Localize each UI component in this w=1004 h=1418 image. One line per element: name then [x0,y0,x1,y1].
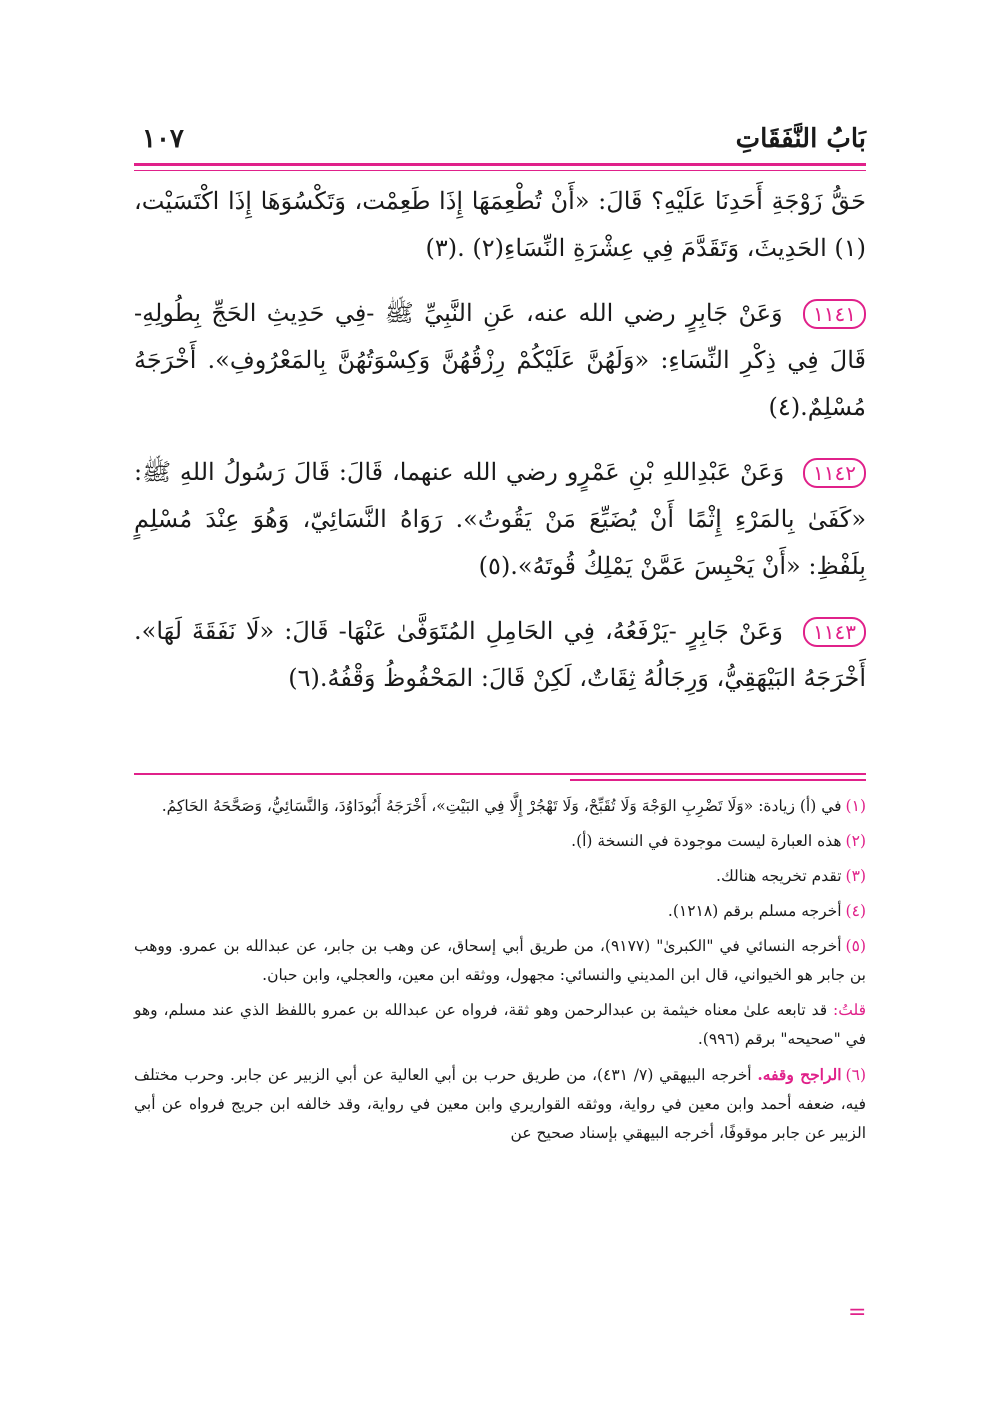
footnotes [134,792,866,1154]
footnote-4: (٤)أخرجه مسلم برقم (١٢١٨). [667,902,866,920]
hadith-1141 [134,290,866,431]
footnote-5-comment: قلتُ: قد تابعه علىٰ معناه خيثمة بن عبدالرحمن وهو ثقة، فرواه عن عبدالله بن عمرو باللفظ الذي عند مسلم، وهو في "صحيحه" برقم (٩٩٦). [134,1001,866,1048]
footnote-6: (٦)الراجح وقفه. أخرجه البيهقي (٧/ ٤٣١)، من طريق حرب بن أبي العالية عن أبي الزبير عن جابر. وحرب مختلف فيه، ضعفه أحمد وابن معين في رواية، ووثقه القواريري وابن معين في رواية، وقد خالفه ابن جريج فرواه عن أبي الزبير عن جابر موقوفًا، أخرجه البيهقي بإسناد صحيح عن [134,1065,866,1142]
hadith-text: وَعَنْ عَبْدِاللهِ بْنِ عَمْرٍو رضي الله عنهما، قَالَ: قَالَ رَسُولُ اللهِ ﷺ: «كَفَىٰ بِالمَرْءِ إِثْمًا أَنْ يُضَيِّعَ مَنْ يَقُوتُ». رَوَاهُ النَّسَائِيّ، وَهُوَ عِنْدَ مُسْلِمٍ بِلَفْظِ: «أَنْ يَحْبِسَ عَمَّنْ يَمْلِكُ قُوتَهُ».(٥) [134,458,866,580]
footnote-rule [134,773,866,775]
hadith-1142 [134,449,866,590]
footnote-1: (١)في (أ) زيادة: «وَلَا تَضْرِبِ الوَجْهَ وَلَا تُقَبِّحْ، وَلَا تَهْجُرْ إِلَّا فِي البَيْتِ»، أَخْرَجَهُ أَبُودَاوُدَ، وَالنَّسَائِيُّ، وَصَحَّحَهُ الحَاكِمُ. [161,797,866,815]
hadith-number: ١١٤١ [803,299,866,329]
header-rule [134,163,866,166]
hadith-text: وَعَنْ جَابِرٍ -يَرْفَعُهُ، فِي الحَامِلِ المُتَوَفَّىٰ عَنْهَا- قَالَ: «لَا نَفَقَةَ لَهَا». أَخْرَجَهُ البَيْهَقِيُّ، وَرِجَالُهُ ثِقَاتٌ، لَكِنْ قَالَ: المَحْفُوظُ وَقْفُهُ.(٦) [134,617,866,692]
footnote-rule-short [570,779,866,781]
header-rule-thin [134,170,866,171]
chapter-title: بَابُ النَّفَقَاتِ [735,124,866,154]
footnote-5: (٥)أخرجه النسائي في "الكبرىٰ" (٩١٧٧)، من طريق أبي إسحاق، عن وهب بن جابر، عن عبدالله بن عمرو. ووهب بن جابر هو الخيواني، قال ابن المديني والنسائي: مجهول، ووثقه ابن معين، والعجلي، وابن حبان. [134,937,866,984]
hadith-1143 [134,608,866,702]
page-header [134,118,866,162]
paragraph-continued: حَقُّ زَوْجَةِ أَحَدِنَا عَلَيْهِ؟ قَالَ: «أَنْ تُطْعِمَهَا إِذَا طَعِمْت، وَتَكْسُوَهَا إِذَا اكْتَسَيْت،(١) الحَدِيثَ، وَتَقَدَّمَ فِي عِشْرَةِ النِّسَاءِ(٢) .(٣) [134,187,866,262]
page-number: ١٠٧ [142,124,184,154]
hadith-number: ١١٤٣ [803,617,866,647]
footnote-3: (٣)تقدم تخريجه هنالك. [716,867,866,885]
hadith-text: وَعَنْ جَابِرٍ رضي الله عنه، عَنِ النَّبِيِّ ﷺ -فِي حَدِيثِ الحَجِّ بِطُولِهِ- قَالَ فِي ذِكْرِ النِّسَاءِ: «وَلَهُنَّ عَلَيْكُمْ رِزْقُهُنَّ وَكِسْوَتُهُنَّ بِالمَعْرُوفِ». أَخْرَجَهُ مُسْلِمٌ.(٤) [134,299,866,421]
footnote-2: (٢)هذه العبارة ليست موجودة في النسخة (أ). [571,832,866,850]
main-text [134,178,866,720]
hadith-number: ١١٤٢ [803,458,866,488]
continuation-mark: = [848,1300,867,1325]
